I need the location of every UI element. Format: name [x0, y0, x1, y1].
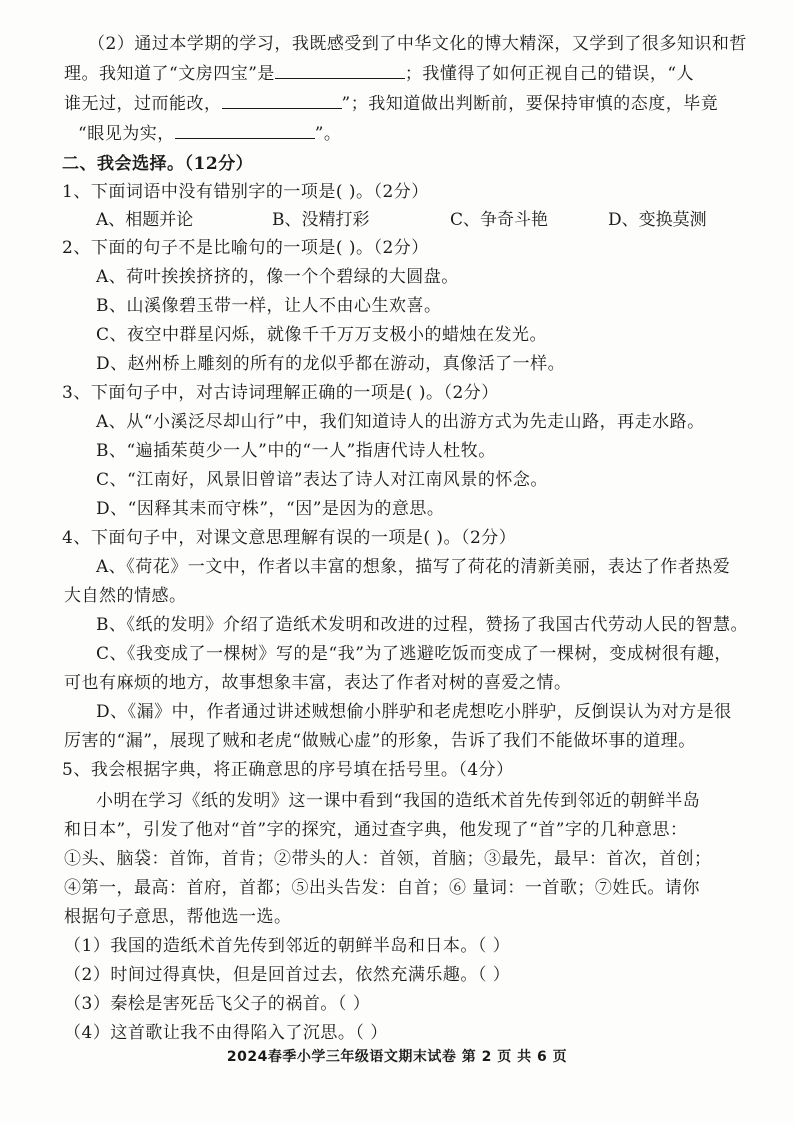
question-5-stem: 5、我会根据字典，将正确意思的序号填在括号里。（4分）: [62, 760, 514, 780]
question-1-option-d: D、变换莫测: [608, 210, 707, 230]
answer-blank-3[interactable]: [175, 122, 315, 139]
question-4-option-c-line-2: 可也有麻烦的地方，故事想象丰富，表达了作者对树的喜爱之情。: [64, 673, 572, 693]
intro-line-2-text-b: ；我懂得了如何正视自己的错误，“人: [404, 64, 695, 84]
question-4-option-a-line-2: 大自然的情感。: [64, 586, 187, 606]
intro-line-4: [78, 122, 341, 146]
question-4-option-a-line-1: A、《荷花》一文中，作者以丰富的想象，描写了荷花的清新美丽，表达了作者热爱: [96, 557, 731, 577]
question-2-stem: 2、下面的句子不是比喻句的一项是( )。（2分）: [62, 238, 429, 258]
question-1-option-b: B、没精打彩: [272, 210, 370, 230]
intro-line-4-text-a: “眼见为实，: [78, 124, 175, 144]
question-2-option-d: D、赵州桥上雕刻的所有的龙似乎都在游动，真像活了一样。: [96, 354, 566, 374]
intro-line-2: [64, 62, 694, 86]
question-4-stem: 4、下面句子中，对课文意思理解有误的一项是( )。（2分）: [62, 528, 517, 548]
intro-line-4-text-b: ”。: [314, 124, 342, 144]
question-1-option-a: A、相题并论: [96, 210, 194, 230]
answer-blank-1[interactable]: [275, 62, 405, 79]
question-3-option-a: A、从“小溪泛尽却山行”中，我们知道诗人的出游方式为先走山路，再走水路。: [96, 412, 705, 432]
question-2-option-c: C、夜空中群星闪烁，就像千千万万支极小的蜡烛在发光。: [96, 325, 548, 345]
answer-blank-2[interactable]: [222, 92, 342, 109]
question-5-item-3: （3）秦桧是害死岳飞父子的祸首。（ ）: [64, 994, 371, 1014]
question-3-stem: 3、下面句子中，对古诗词理解正确的一项是( )。（2分）: [62, 383, 499, 403]
question-4-option-d-line-1: D、《漏》中，作者通过讲述贼想偷小胖驴和老虎想吃小胖驴，反倒误认为对方是很: [96, 702, 732, 722]
question-2-option-b: B、山溪像碧玉带一样，让人不由心生欢喜。: [96, 296, 442, 316]
question-5-item-4: （4）这首歌让我不由得陷入了沉思。（ ）: [64, 1023, 388, 1043]
intro-line-2-text-a: 理。我知道了“文房四宝”是: [64, 64, 275, 84]
question-5-item-2: （2）时间过得真快，但是回首过去，依然充满乐趣。（ ）: [64, 965, 511, 985]
question-5-passage-line-3: ①头、脑袋：首饰，首肯；②带头的人：首领，首脑；③最先，最早：首次，首创；: [64, 849, 712, 869]
intro-line-1: （2）通过本学期的学习，我既感受到了中华文化的博大精深，又学到了很多知识和哲: [88, 34, 747, 54]
page-footer: 2024春季小学三年级语文期末试卷 第 2 页 共 6 页: [226, 1049, 568, 1065]
question-4-option-c-line-1: C、《我变成了一棵树》写的是“我”为了逃避吃饭而变成了一棵树，变成树很有趣，: [96, 644, 732, 664]
intro-line-3-text-a: 谁无过，过而能改，: [64, 94, 222, 114]
section-2-title: 二、我会选择。（12分）: [62, 154, 254, 174]
question-5-item-1: （1）我国的造纸术首先传到邻近的朝鲜半岛和日本。（ ）: [64, 936, 511, 956]
question-2-option-a: A、荷叶挨挨挤挤的，像一个个碧绿的大圆盘。: [96, 267, 459, 287]
question-3-option-d: D、“因释其耒而守株”，“因”是因为的意思。: [96, 499, 445, 519]
question-1-stem: 1、下面词语中没有错别字的一项是( )。（2分）: [62, 182, 429, 202]
question-5-passage-line-2: 和日本”，引发了他对“首”字的探究，通过查字典，他发现了“首”字的几种意思：: [64, 820, 688, 840]
question-3-option-b: B、“遍插茱萸少一人”中的“一人”指唐代诗人杜牧。: [96, 441, 496, 461]
question-4-option-d-line-2: 厉害的“漏”，展现了贼和老虎“做贼心虚”的形象，告诉了我们不能做坏事的道理。: [64, 731, 696, 751]
intro-line-3-text-b: ”；我知道做出判断前，要保持审慎的态度，毕竟: [341, 94, 719, 114]
question-4-option-b: B、《纸的发明》介绍了造纸术发明和改进的过程，赞扬了我国古代劳动人民的智慧。: [96, 615, 748, 635]
intro-line-3: [64, 92, 718, 116]
question-3-option-c: C、“江南好，风景旧曾谙”表达了诗人对江南风景的怀念。: [96, 470, 548, 490]
question-5-passage-line-1: 小明在学习《纸的发明》这一课中看到“我国的造纸术首先传到邻近的朝鲜半岛: [96, 791, 701, 811]
question-5-passage-line-5: 根据句子意思，帮他选一选。: [64, 907, 292, 927]
question-5-passage-line-4: ④第一，最高：首府，首都；⑤出头告发：自首；⑥ 量词：一首歌；⑦姓氏。请你: [64, 878, 700, 898]
question-1-option-c: C、争奇斗艳: [450, 210, 549, 230]
